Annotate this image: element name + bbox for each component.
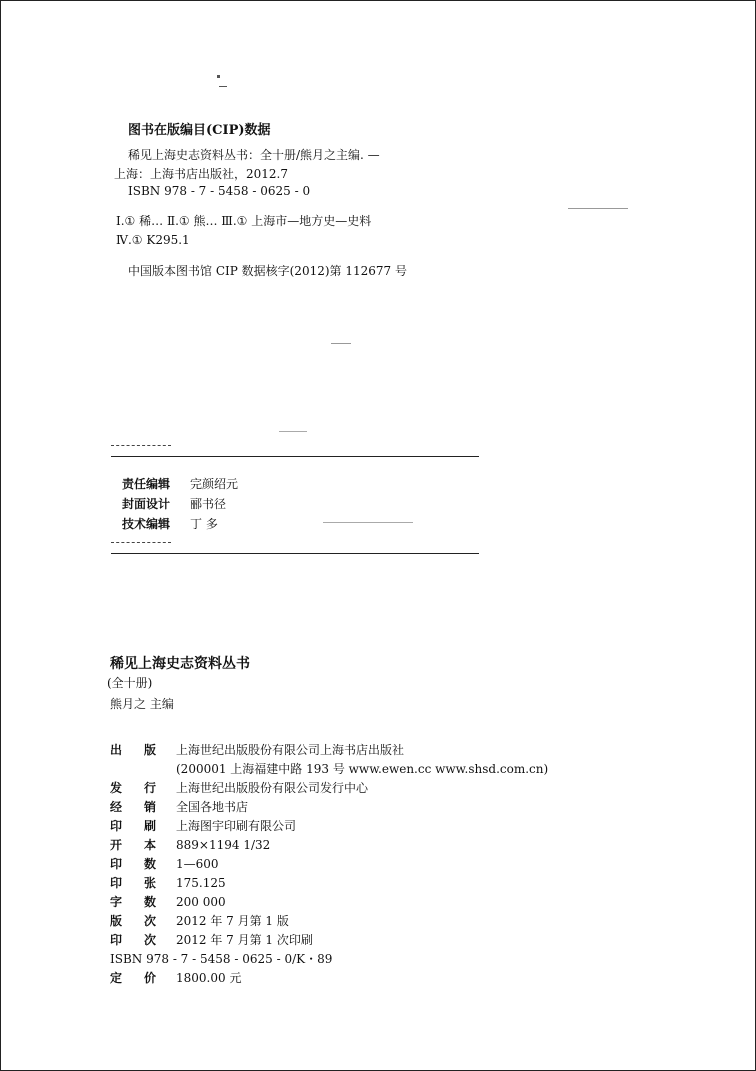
publishing-value: ISBN 978 - 7 - 5458 - 0625 - 0/K・89 [110,952,333,966]
publishing-label: 印次 [110,933,179,947]
publishing-value: 全国各地书店 [176,800,249,814]
publishing-label: 经销 [110,800,179,814]
publishing-value: 2012 年 7 月第 1 版 [176,914,289,928]
cip-line: 上海：上海书店出版社，2012.7 [114,167,288,181]
publishing-value: 上海图宇印刷有限公司 [176,819,297,833]
publishing-label: 版次 [110,914,179,928]
book-volumes: (全十册) [107,676,153,690]
publishing-value: (200001 上海福建中路 193 号 www.ewen.cc www.shsd.com.cn) [176,762,549,776]
scan-mark [219,86,227,87]
cip-line: 稀见上海史志资料丛书：全十册/熊月之主编. — [128,148,380,162]
staff-value: 郦书径 [190,497,227,511]
publishing-row [110,855,219,872]
divider [111,542,171,543]
staff-label: 技术编辑 [122,517,171,531]
publishing-row [110,931,313,948]
publishing-row [110,779,368,796]
divider [111,456,479,457]
scan-mark [217,75,220,78]
publishing-label: 印数 [110,857,179,871]
publishing-value: 200 000 [176,895,226,909]
publishing-label: 开本 [110,838,179,852]
publishing-row [110,798,248,815]
scan-mark [568,208,628,209]
publishing-label: 定价 [110,971,179,985]
book-title: 稀见上海史志资料丛书 [110,656,250,672]
cip-heading: 图书在版编目(CIP)数据 [128,123,271,138]
publishing-label: 印张 [110,876,179,890]
scan-mark [331,343,351,344]
staff-row [122,515,218,532]
publishing-row [110,836,270,853]
publishing-value: 上海世纪出版股份有限公司发行中心 [176,781,369,795]
scan-mark [323,522,413,523]
staff-value: 丁 多 [190,517,218,531]
cip-number: 中国版本图书馆 CIP 数据核字(2012)第 112677 号 [128,264,407,278]
publishing-row [110,969,241,986]
staff-value: 完颜绍元 [190,477,239,491]
publishing-row [110,741,404,758]
publishing-value: 175.125 [176,876,226,890]
publishing-label: 印刷 [110,819,179,833]
divider [111,553,479,554]
publishing-label: 出版 [110,743,179,757]
publishing-value: 1800.00 元 [176,971,242,985]
publishing-row [110,912,289,929]
publishing-value: 2012 年 7 月第 1 次印刷 [176,933,313,947]
publishing-label: 字数 [110,895,179,909]
publishing-value: 上海世纪出版股份有限公司上海书店出版社 [176,743,405,757]
publishing-row [176,760,548,777]
scan-mark [279,431,307,432]
staff-row [122,495,226,512]
publishing-value: 1—600 [176,857,219,871]
staff-row [122,475,238,492]
publishing-row [110,817,296,834]
publishing-row [110,950,332,967]
cip-line: ISBN 978 - 7 - 5458 - 0625 - 0 [128,184,311,198]
publishing-row [110,874,226,891]
cip-line: Ⅳ.① K295.1 [116,233,190,247]
publishing-row [110,893,226,910]
publishing-label: 发行 [110,781,179,795]
divider [111,445,171,446]
staff-label: 封面设计 [122,497,171,511]
cip-line: Ⅰ.① 稀… Ⅱ.① 熊… Ⅲ.① 上海市—地方史—史料 [116,214,372,228]
publishing-value: 889×1194 1/32 [176,838,271,852]
staff-label: 责任编辑 [122,477,171,491]
book-editor: 熊月之 主编 [110,697,174,711]
